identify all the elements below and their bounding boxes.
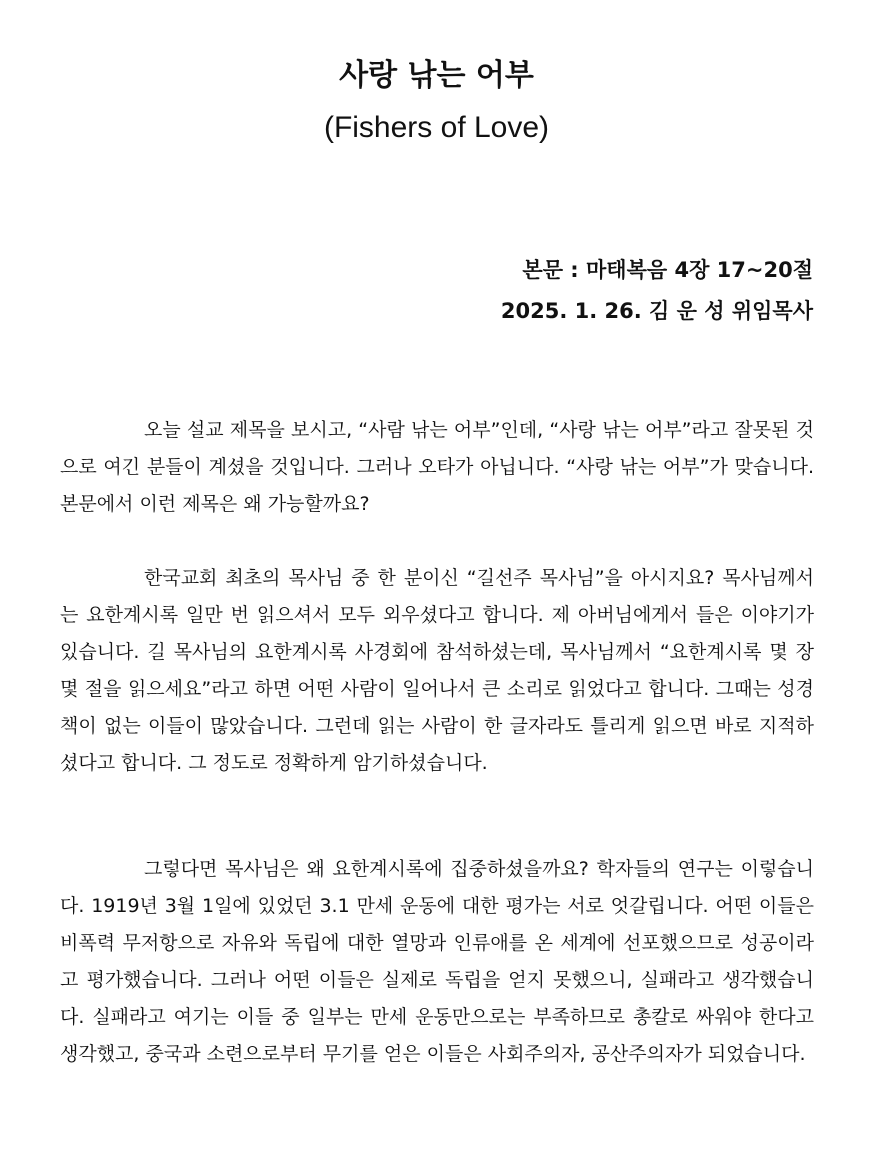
date-and-preacher: 2025. 1. 26. 김 운 성 위임목사 [500, 299, 813, 323]
paragraph-2: 한국교회 최초의 목사님 중 한 분이신 “길선주 목사님”을 아시지요? 목사님께서는 요한계시록 일만 번 읽으셔서 모두 외우셨다고 합니다. 제 아버님에게서 들은 이야기가 있습니다. 길 목사님의 요한계시록 사경회에 참석하셨는데, 목사님께서 “요한계시록 몇 장 몇 절을 읽으세요”라고 하면 어떤 사람이 일어나서 큰 소리로 읽었다고 합니다. 그때는 성경책이 없는 이들이 많았습니다. 그런데 읽는 사람이 한 글자라도 틀리게 읽으면 바로 지적하셨다고 합니다. 그 정도로 정확하게 암기하셨습니다. [60, 567, 814, 774]
sermon-subtitle: (Fishers of Love) [323, 111, 550, 144]
paragraph-1: 오늘 설교 제목을 보시고, “사람 낚는 어부”인데, “사랑 낚는 어부”라고 잘못된 것으로 여긴 분들이 계셨을 것입니다. 그러나 오타가 아닙니다. “사랑 낚는 어부”가 맞습니다. 본문에서 이런 제목은 왜 가능할까요? [60, 419, 814, 515]
sermon-title: 사랑 낚는 어부 [339, 58, 534, 93]
scripture-passage: 본문 : 마태복음 4장 17~20절 [522, 258, 813, 282]
paragraph-3: 그렇다면 목사님은 왜 요한계시록에 집중하셨을까요? 학자들의 연구는 이렇습니다. 1919년 3월 1일에 있었던 3.1 만세 운동에 대한 평가는 서로 엇갈립니다. 어떤 이들은 비폭력 무저항으로 자유와 독립에 대한 열망과 인류애를 온 세계에 선포했으므로 성공이라고 평가했습니다. 그러나 어떤 이들은 실제로 독립을 얻지 못했으니, 실패라고 생각했습니다. 실패라고 여기는 이들 중 일부는 만세 운동만으로는 부족하므로 총칼로 싸워야 한다고 생각했고, 중국과 소련으로부터 무기를 얻은 이들은 사회주의자, 공산주의자가 되었습니다. [60, 858, 814, 1065]
